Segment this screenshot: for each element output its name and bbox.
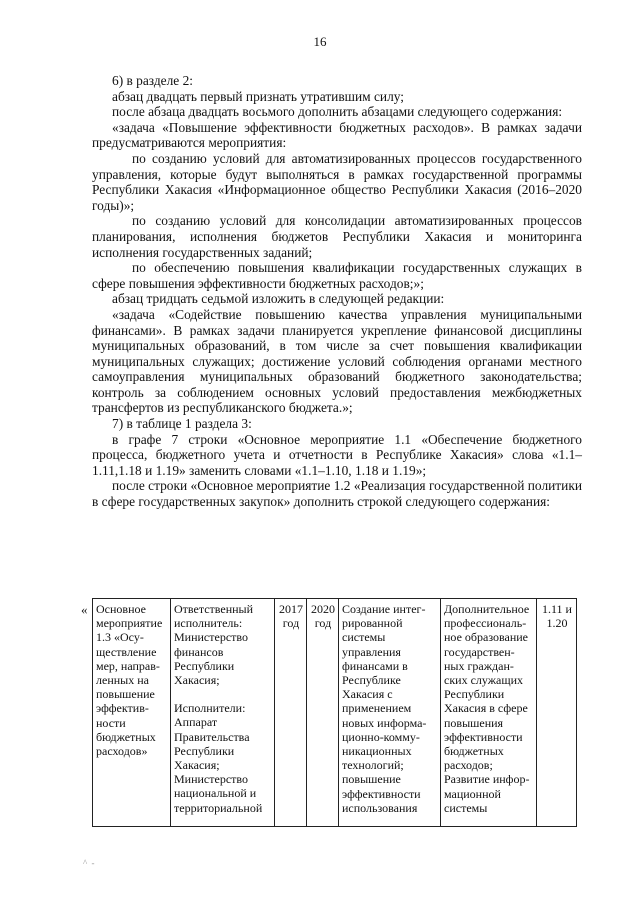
cell-main-directions — [441, 599, 537, 827]
cell-text-line: эффектив- — [96, 701, 149, 716]
cell-expected-result — [339, 599, 441, 827]
cell-text-line: 1.11 и — [542, 602, 572, 616]
cell-text-line: государствен- — [444, 644, 515, 659]
cell-text-line: использования — [342, 800, 418, 815]
paragraph-11: в графе 7 строки «Основное мероприятие 1.1 «Обеспечение бюджетного процесса, бюджетного учета и отчетности в Республике Хакасия» слова «1.1–1.11,1.18 и 1.19» заменить словами «1.1–1.10, 1.18 и 1.19»; — [92, 431, 582, 478]
paragraph-8: абзац тридцать седьмой изложить в следующей редакции: — [112, 291, 445, 307]
cell-text-line: мер, направ- — [96, 658, 160, 673]
cell-text-line: управления — [342, 644, 401, 659]
paragraph-9: «задача «Содействие повышению качества управления муниципальными финансами». В рамках задачи планируется укрепление финансовой дисциплины муниципальных образований, в том числе за счет повышения квалификации муниципальных служащих; достижение условий соблюдения органами местного самоуправления муниципальных образований бюджетного законодательства; контроль за соблюдением основных условий предоставления межбюджетных трансфертов из республиканского бюджета.»; — [92, 306, 582, 416]
cell-text-line: системы — [342, 630, 386, 645]
cell-text-line: бюджетных — [96, 729, 156, 744]
cell-text-line: эффективности — [444, 729, 523, 744]
cell-text-line: финансов — [174, 644, 224, 659]
cell-text-line: ленных на — [96, 673, 149, 688]
paragraph-12: после строки «Основное мероприятие 1.2 «Реализация государственной политики в сфере государственных закупок» дополнить строкой следующего содержания: — [92, 478, 582, 510]
cell-text-line: эффективности — [342, 786, 421, 801]
paragraph-7: по обеспечению повышения квалификации государственных служащих в сфере повышения эффективности бюджетных расходов;»; — [92, 260, 582, 291]
cell-text-line: ционно-комму- — [342, 729, 420, 744]
cell-text-line: Исполнители: — [174, 701, 246, 716]
cell-text-line: повышение — [342, 772, 401, 787]
cell-text-line: год — [314, 616, 332, 631]
cell-text-line: территориальной — [174, 800, 263, 815]
cell-text-line: профессиональ- — [444, 616, 527, 631]
cell-text-line: технологий; — [342, 758, 404, 773]
cell-text-line: 2017 — [279, 602, 303, 616]
cell-text-line: финансами в — [342, 658, 408, 673]
cell-text-line: Хакасия; — [174, 673, 220, 688]
cell-text-line: новых информа- — [342, 715, 427, 730]
page-number: 16 — [313, 34, 327, 49]
cell-text-line: расходов; — [444, 758, 493, 773]
cell-text-line: Основное — [96, 602, 146, 616]
cell-text-line: Хакасия в сфере — [444, 701, 528, 716]
paragraph-3: после абзаца двадцать восьмого дополнить абзацами следующего содержания: — [112, 104, 563, 120]
paragraph-6: по созданию условий для консолидации автоматизированных процессов планирования, исполнения бюджетов Республики Хакасия и мониторинга исполнения государственных заданий; — [92, 213, 582, 260]
cell-text-line: Создание интег- — [342, 602, 426, 616]
paragraph-2: абзац двадцать первый признать утратившим силу; — [112, 88, 404, 104]
paragraph-10: 7) в таблице 1 раздела 3: — [112, 416, 252, 432]
cell-text-line: расходов» — [96, 744, 148, 759]
document-body — [92, 73, 582, 510]
cell-text-line: Министерство — [174, 772, 248, 787]
amendment-table — [92, 598, 577, 827]
paragraph-1: 6) в разделе 2: — [112, 73, 194, 88]
paragraph-4: «задача «Повышение эффективности бюджетных расходов». В рамках задачи предусматриваются мероприятия: — [92, 119, 582, 151]
cell-text-line: национальной и — [174, 786, 257, 801]
cell-event-name — [93, 599, 171, 827]
cell-indicators — [537, 599, 577, 827]
cell-text-line: Министерство — [174, 630, 248, 645]
cell-text-line: Республики — [444, 687, 505, 702]
cell-text-line: Республике — [342, 673, 401, 688]
cell-text-line: Ответственный — [174, 602, 254, 616]
cell-text-line: Правительства — [174, 729, 250, 744]
cell-text-line: Аппарат — [174, 715, 218, 730]
amendment-table-container — [92, 598, 577, 827]
cell-text-line: Дополнительное — [444, 602, 530, 616]
cell-text-line: рированной — [342, 616, 403, 631]
cell-text-line: Развитие инфор- — [444, 772, 530, 787]
cell-text-line: применением — [342, 701, 412, 716]
cell-text-line: мационной — [444, 786, 501, 801]
cell-responsible — [171, 599, 275, 827]
cell-text-line: год — [282, 616, 300, 631]
cell-text-line: никационных — [342, 744, 412, 759]
cell-text-line: бюджетных — [444, 744, 504, 759]
cell-text-line: Республики — [174, 743, 235, 758]
cell-text-line: исполнитель: — [174, 616, 243, 631]
cell-text-line: 1.20 — [546, 616, 568, 631]
cell-text-line: ских служащих — [444, 673, 524, 688]
paragraph-5: по созданию условий для автоматизированных процессов государственного управления, которые будут выполняться в рамках государственной программы Республики Хакасия «Информационное общество Республики Хакасия (2016–2020 годы)»; — [92, 150, 582, 213]
cell-text-line: ное образование — [444, 630, 528, 645]
cell-text-line: Хакасия; — [174, 758, 220, 773]
cell-text-line: ности — [96, 715, 126, 730]
cell-text-line: мероприятие — [96, 616, 163, 631]
table-row — [93, 599, 577, 827]
cell-gap — [174, 687, 272, 701]
cell-text-line: 1.3 «Осу- — [96, 630, 144, 645]
margin-mark: ^ - — [83, 858, 96, 868]
cell-text-line: повышения — [444, 715, 504, 730]
cell-end-year — [307, 599, 339, 827]
cell-text-line: повышение — [96, 687, 155, 702]
cell-text-line: системы — [444, 800, 488, 815]
table-open-quote: « — [81, 602, 88, 617]
cell-text-line: Республики — [174, 658, 235, 673]
cell-text-line: Хакасия с — [342, 687, 393, 702]
cell-text-line: ных граждан- — [444, 658, 514, 673]
cell-start-year — [275, 599, 307, 827]
cell-text-line: ществление — [96, 644, 157, 659]
cell-text-line: 2020 — [311, 602, 335, 616]
